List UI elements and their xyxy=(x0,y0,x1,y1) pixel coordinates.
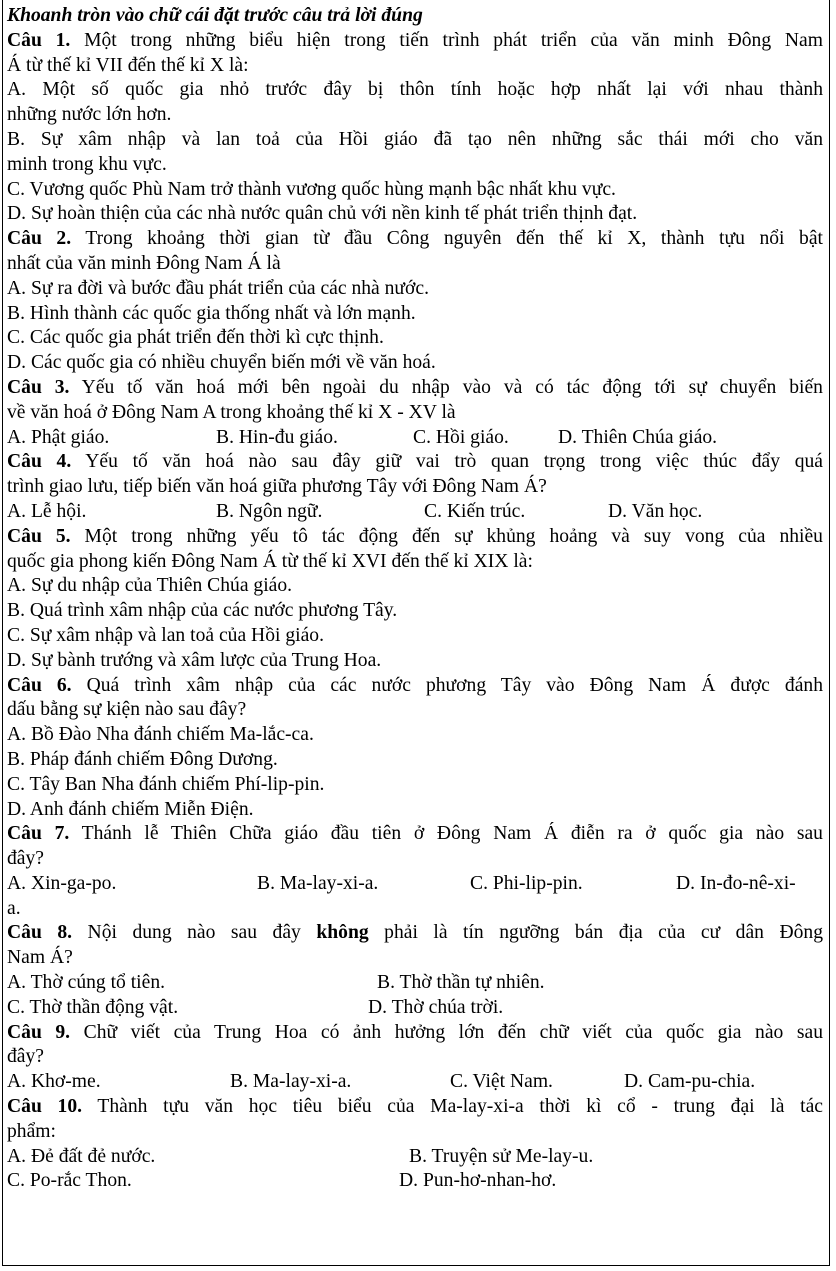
question-1-label: Câu 1. xyxy=(7,29,71,51)
question-4-stem-line-1: Câu 4. Yếu tố văn hoá nào sau đây giữ vai trò quan trọng trong việc thúc đẩy quá xyxy=(7,451,823,473)
question-8-options-row-1 xyxy=(7,971,823,996)
question-7-label: Câu 7. xyxy=(7,823,70,845)
question-3-option-d[interactable]: D. Thiên Chúa giáo. xyxy=(558,426,718,448)
question-7-option-d[interactable]: D. In-đo-nê-xi- xyxy=(676,872,796,894)
question-list xyxy=(7,4,823,1194)
question-9-stem-line-1: Câu 9. Chữ viết của Trung Hoa có ảnh hưởng lớn đến chữ viết của quốc gia nào sau xyxy=(7,1021,823,1043)
question-4-option-a[interactable]: A. Lễ hội. xyxy=(7,500,87,522)
question-4-option-d[interactable]: D. Văn học. xyxy=(608,500,703,522)
question-10-option-d[interactable]: D. Pun-hơ-nhan-hơ. xyxy=(399,1170,557,1192)
question-10-option-b[interactable]: B. Truyện sử Me-lay-u. xyxy=(409,1145,594,1167)
question-2-option-b[interactable]: B. Hình thành các quốc gia thống nhất và lớn mạnh. xyxy=(7,302,416,324)
question-2-label: Câu 2. xyxy=(7,228,72,250)
question-6-option-b[interactable]: B. Pháp đánh chiếm Đông Dương. xyxy=(7,748,278,770)
question-7-stem-line-1: Câu 7. Thánh lễ Thiên Chữa giáo đầu tiên ở Đông Nam Á điễn ra ở quốc gia nào sau xyxy=(7,823,823,845)
question-1-option-b-cont: minh trong khu vực. xyxy=(7,153,167,175)
question-1-stem-line-1: Câu 1. Một trong những biểu hiện trong tiến trình phát triển của văn minh Đông Nam xyxy=(7,29,823,51)
question-8-options-row-2 xyxy=(7,996,823,1021)
instruction-header: Khoanh tròn vào chữ cái đặt trước câu trả lời đúng xyxy=(7,5,423,26)
question-8-label: Câu 8. xyxy=(7,922,73,944)
question-9-stem-line-2: đây? xyxy=(7,1046,44,1068)
question-9-option-b[interactable]: B. Ma-lay-xi-a. xyxy=(230,1071,352,1093)
question-10-options-row-2 xyxy=(7,1169,823,1194)
question-4-options xyxy=(7,500,823,525)
question-5-label: Câu 5. xyxy=(7,525,71,547)
question-10-options-row-1 xyxy=(7,1145,823,1170)
question-4-stem-line-2: trình giao lưu, tiếp biến văn hoá giữa phương Tây với Đông Nam Á? xyxy=(7,476,547,498)
question-7-option-b[interactable]: B. Ma-lay-xi-a. xyxy=(257,872,379,894)
question-10-label: Câu 10. xyxy=(7,1096,83,1118)
question-1-option-a[interactable]: A. Một số quốc gia nhỏ trước đây bị thôn tính hoặc hợp nhất lại với nhau thành xyxy=(7,79,823,101)
question-1-option-c[interactable]: C. Vương quốc Phù Nam trở thành vương quốc hùng mạnh bậc nhất khu vực. xyxy=(7,178,616,200)
question-10-option-a[interactable]: A. Đẻ đất đẻ nước. xyxy=(7,1145,156,1167)
question-6-option-c[interactable]: C. Tây Ban Nha đánh chiếm Phí-lip-pin. xyxy=(7,773,325,795)
question-2-stem-line-1: Câu 2. Trong khoảng thời gian từ đầu Công nguyên đến thế kỉ X, thành tựu nổi bật xyxy=(7,228,823,250)
question-6-stem-line-1: Câu 6. Quá trình xâm nhập của các nước phương Tây vào Đông Nam Á được đánh xyxy=(7,674,823,696)
question-9-option-d[interactable]: D. Cam-pu-chia. xyxy=(624,1071,756,1093)
question-9-option-c[interactable]: C. Việt Nam. xyxy=(450,1071,553,1093)
question-2-option-c[interactable]: C. Các quốc gia phát triển đến thời kì cực thịnh. xyxy=(7,327,384,349)
question-3-stem-line-2: về văn hoá ở Đông Nam A trong khoảng thế kỉ X - XV là xyxy=(7,401,456,423)
question-6-label: Câu 6. xyxy=(7,674,72,696)
question-4-option-b[interactable]: B. Ngôn ngữ. xyxy=(216,500,323,522)
question-7-options xyxy=(7,872,823,897)
question-3-options xyxy=(7,426,823,451)
question-10-option-c[interactable]: C. Po-rắc Thon. xyxy=(7,1170,132,1192)
question-2-stem-line-2: nhất của văn minh Đông Nam Á là xyxy=(7,252,281,274)
question-8-stem-line-1: Câu 8. Nội dung nào sau đây không phải là tín ngưỡng bán địa của cư dân Đông xyxy=(7,922,823,944)
question-3-option-b[interactable]: B. Hin-đu giáo. xyxy=(216,426,338,448)
question-8-option-b[interactable]: B. Thờ thần tự nhiên. xyxy=(377,972,545,994)
question-10-stem-line-1: Câu 10. Thành tựu văn học tiêu biểu của Ma-lay-xi-a thời kì cổ - trung đại là tác xyxy=(7,1096,823,1118)
question-8-negation: không xyxy=(316,922,369,944)
question-6-option-a[interactable]: A. Bồ Đào Nha đánh chiếm Ma-lắc-ca. xyxy=(7,724,314,746)
question-3-option-a[interactable]: A. Phật giáo. xyxy=(7,426,110,448)
question-2-option-d[interactable]: D. Các quốc gia có nhiều chuyển biến mới về văn hoá. xyxy=(7,352,436,374)
question-3-option-c[interactable]: C. Hồi giáo. xyxy=(413,426,509,448)
question-1-option-b[interactable]: B. Sự xâm nhập và lan toả của Hồi giáo đã tạo nên những sắc thái mới cho văn xyxy=(7,128,823,150)
question-6-option-d[interactable]: D. Anh đánh chiếm Miễn Điện. xyxy=(7,798,254,820)
question-5-option-a[interactable]: A. Sự du nhập của Thiên Chúa giáo. xyxy=(7,575,293,597)
question-5-stem-line-1: Câu 5. Một trong những yếu tô tác động đến sự khủng hoảng và suy vong của nhiều xyxy=(7,525,823,547)
question-9-option-a[interactable]: A. Khơ-me. xyxy=(7,1071,101,1093)
question-9-label: Câu 9. xyxy=(7,1021,71,1043)
question-10-stem-line-2: phẩm: xyxy=(7,1120,56,1142)
question-4-option-c[interactable]: C. Kiến trúc. xyxy=(424,500,526,522)
question-7-option-d-cont: a. xyxy=(7,897,21,919)
question-1-option-d[interactable]: D. Sự hoàn thiện của các nhà nước quân chủ với nền kinh tế phát triển thịnh đạt. xyxy=(7,203,638,225)
question-7-option-c[interactable]: C. Phi-lip-pin. xyxy=(470,872,583,894)
question-7-stem-line-2: đây? xyxy=(7,848,44,870)
question-7-option-a[interactable]: A. Xin-ga-po. xyxy=(7,872,117,894)
question-3-stem-line-1: Câu 3. Yếu tố văn hoá mới bên ngoài du nhập vào và có tác động tới sự chuyển biến xyxy=(7,376,823,398)
question-5-option-d[interactable]: D. Sự bành trướng và xâm lược của Trung Hoa. xyxy=(7,649,382,671)
question-8-option-d[interactable]: D. Thờ chúa trời. xyxy=(368,996,504,1018)
question-8-option-a[interactable]: A. Thờ cúng tổ tiên. xyxy=(7,972,166,994)
question-5-option-b[interactable]: B. Quá trình xâm nhập của các nước phương Tây. xyxy=(7,600,398,622)
question-5-stem-line-2: quốc gia phong kiến Đông Nam Á từ thế kỉ XVI đến thế kỉ XIX là: xyxy=(7,550,533,572)
question-1-option-a-cont: những nước lớn hơn. xyxy=(7,104,172,126)
question-9-options xyxy=(7,1070,823,1095)
question-4-label: Câu 4. xyxy=(7,451,72,473)
question-5-option-c[interactable]: C. Sự xâm nhập và lan toả của Hồi giáo. xyxy=(7,624,324,646)
question-8-stem-line-2: Nam Á? xyxy=(7,947,73,969)
question-2-option-a[interactable]: A. Sự ra đời và bước đầu phát triển của các nhà nước. xyxy=(7,277,430,299)
question-3-label: Câu 3. xyxy=(7,376,70,398)
question-1-stem-line-2: Á từ thế kỉ VII đến thế kỉ X là: xyxy=(7,54,249,76)
question-6-stem-line-2: dấu bằng sự kiện nào sau đây? xyxy=(7,699,247,721)
question-8-option-c[interactable]: C. Thờ thần động vật. xyxy=(7,996,179,1018)
